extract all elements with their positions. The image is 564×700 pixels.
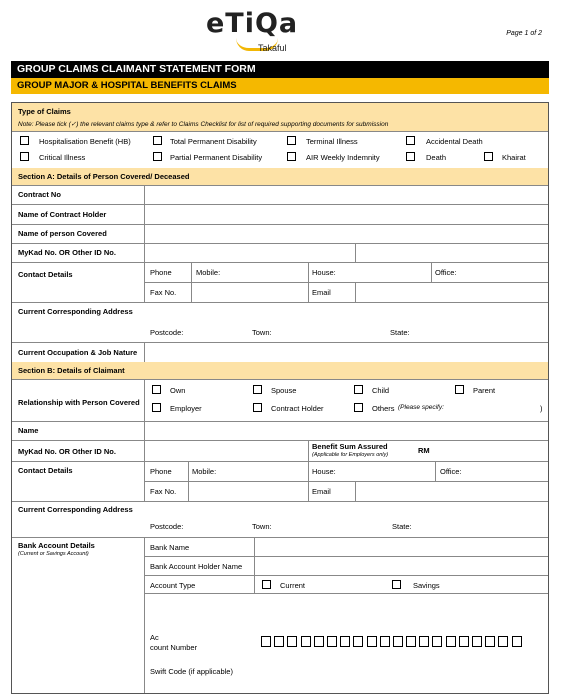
others-close-paren: ) <box>540 404 543 413</box>
contract-holder-row <box>12 204 548 225</box>
swift-code-label: Swift Code (if applicable) <box>150 667 233 676</box>
type-of-claims-header <box>12 103 548 132</box>
claimant-name-row <box>12 421 548 441</box>
relationship-row <box>12 379 548 422</box>
contract-no-row <box>12 185 548 205</box>
account-holder-label: Bank Account Holder Name <box>150 562 243 571</box>
current-account-checkbox[interactable] <box>262 580 271 589</box>
contract-holder-label: Name of Contract Holder <box>18 210 107 219</box>
rel-option-label: Own <box>170 386 186 395</box>
occupation-label: Current Occupation & Job Nature <box>18 348 138 357</box>
bank-details-label: Bank Account Details <box>18 541 95 550</box>
contact-details-label: Contact Details <box>18 270 73 279</box>
claim-option-label: Partial Permanent Disability <box>170 153 263 162</box>
contract-no-label: Contract No <box>18 190 61 199</box>
claimant-house-field[interactable]: House: <box>312 467 336 476</box>
rel-option-label: Parent <box>473 386 496 395</box>
section-b-title: Section B: Details of Claimant <box>18 366 125 375</box>
form-title: GROUP CLAIMS CLAIMANT STATEMENT FORM <box>11 61 549 78</box>
claimant-contact-row <box>12 461 548 502</box>
account-type-label: Account Type <box>150 581 196 590</box>
email-label: Email <box>312 288 331 297</box>
office-field[interactable]: Office: <box>435 268 457 277</box>
claim-option-label: Hospitalisation Benefit (HB) <box>39 137 131 146</box>
address-label: Current Corresponding Address <box>18 307 133 316</box>
spouse-checkbox[interactable] <box>253 385 262 394</box>
account-number-boxes[interactable] <box>261 634 525 652</box>
claimant-office-field[interactable]: Office: <box>440 467 462 476</box>
claimant-contact-label: Contact Details <box>18 466 73 475</box>
state-field[interactable]: State: <box>390 328 410 337</box>
logo-subtext: Takaful <box>258 43 287 53</box>
occupation-row <box>12 342 548 363</box>
claim-option-label: Accidental Death <box>426 137 483 146</box>
claimant-name-label: Name <box>18 426 39 435</box>
claimant-address-row <box>12 501 548 538</box>
claimant-phone-label: Phone <box>150 467 172 476</box>
death-checkbox[interactable] <box>406 152 415 161</box>
account-number-label-1: Ac <box>150 633 159 642</box>
claimant-fax-label: Fax No. <box>150 487 177 496</box>
logo-wordmark: eTiQa <box>206 8 299 39</box>
terminal-illness-checkbox[interactable] <box>287 136 296 145</box>
bank-details-block <box>12 537 548 693</box>
person-covered-row <box>12 224 548 244</box>
address-row <box>12 302 548 343</box>
form-subtitle: GROUP MAJOR & HOSPITAL BENEFITS CLAIMS <box>11 78 549 94</box>
critical-illness-checkbox[interactable] <box>20 152 29 161</box>
claim-option-label: Death <box>426 153 447 162</box>
khairat-checkbox[interactable] <box>484 152 493 161</box>
own-checkbox[interactable] <box>152 385 161 394</box>
postcode-field[interactable]: Postcode: <box>150 328 184 337</box>
phone-label: Phone <box>150 268 172 277</box>
benefit-sum-label: Benefit Sum Assured <box>312 442 388 451</box>
claimant-mykad-row <box>12 440 548 462</box>
hb-checkbox[interactable] <box>20 136 29 145</box>
claim-option-label: AIR Weekly Indemnity <box>306 153 380 162</box>
claim-option-label: Terminal Illness <box>306 137 358 146</box>
claimant-postcode-field[interactable]: Postcode: <box>150 522 184 531</box>
accidental-death-checkbox[interactable] <box>406 136 415 145</box>
mobile-field[interactable]: Mobile: <box>196 268 221 277</box>
house-field[interactable]: House: <box>312 268 336 277</box>
others-specify-field[interactable]: (Please specify: <box>398 404 444 411</box>
savings-account-checkbox[interactable] <box>392 580 401 589</box>
employer-checkbox[interactable] <box>152 403 161 412</box>
town-field[interactable]: Town: <box>252 328 272 337</box>
claim-option-label: Khairat <box>502 153 526 162</box>
benefit-sum-note: (Applicable for Employers only) <box>312 452 389 458</box>
air-weekly-checkbox[interactable] <box>287 152 296 161</box>
savings-account-label: Savings <box>413 581 440 590</box>
rm-label: RM <box>418 446 430 455</box>
bank-details-note: (Current or Savings Account) <box>18 551 89 557</box>
contact-details-row <box>12 262 548 303</box>
type-of-claims-title: Type of Claims <box>18 107 71 116</box>
claim-form <box>11 102 549 694</box>
section-a-header <box>12 168 548 186</box>
claimant-address-label: Current Corresponding Address <box>18 505 133 514</box>
mykad-label: MyKad No. OR Other ID No. <box>18 248 116 257</box>
parent-checkbox[interactable] <box>455 385 464 394</box>
etiqa-logo <box>206 8 316 54</box>
claimant-town-field[interactable]: Town: <box>252 522 272 531</box>
page-number: Page 1 of 2 <box>506 30 542 37</box>
ppd-checkbox[interactable] <box>153 152 162 161</box>
claimant-mykad-label: MyKad No. OR Other ID No. <box>18 447 116 456</box>
section-a-title: Section A: Details of Person Covered/ Deceased <box>18 172 190 181</box>
rel-option-label: Spouse <box>271 386 297 395</box>
contract-holder-checkbox[interactable] <box>253 403 262 412</box>
type-of-claims-note: Note: Please tick (✓) the relevant claims type & refer to Claims Checklist for list of required supporting documents for submission <box>18 121 389 128</box>
fax-label: Fax No. <box>150 288 177 297</box>
others-checkbox[interactable] <box>354 403 363 412</box>
mykad-row <box>12 243 548 263</box>
rel-option-label: Contract Holder <box>271 404 324 413</box>
relationship-label: Relationship with Person Covered <box>18 398 140 407</box>
claim-type-options <box>12 131 548 169</box>
rel-option-label: Child <box>372 386 390 395</box>
claim-option-label: Total Permanent Disability <box>170 137 257 146</box>
claimant-state-field[interactable]: State: <box>392 522 412 531</box>
rel-option-label: Others <box>372 404 395 413</box>
account-number-label-2: count Number <box>150 643 198 652</box>
tpd-checkbox[interactable] <box>153 136 162 145</box>
section-b-header <box>12 362 548 380</box>
claim-option-label: Critical Illness <box>39 153 86 162</box>
bank-name-label: Bank Name <box>150 543 190 552</box>
current-account-label: Current <box>280 581 306 590</box>
claimant-mobile-field[interactable]: Mobile: <box>192 467 217 476</box>
child-checkbox[interactable] <box>354 385 363 394</box>
person-covered-label: Name of person Covered <box>18 229 107 238</box>
rel-option-label: Employer <box>170 404 202 413</box>
claimant-email-label: Email <box>312 487 331 496</box>
